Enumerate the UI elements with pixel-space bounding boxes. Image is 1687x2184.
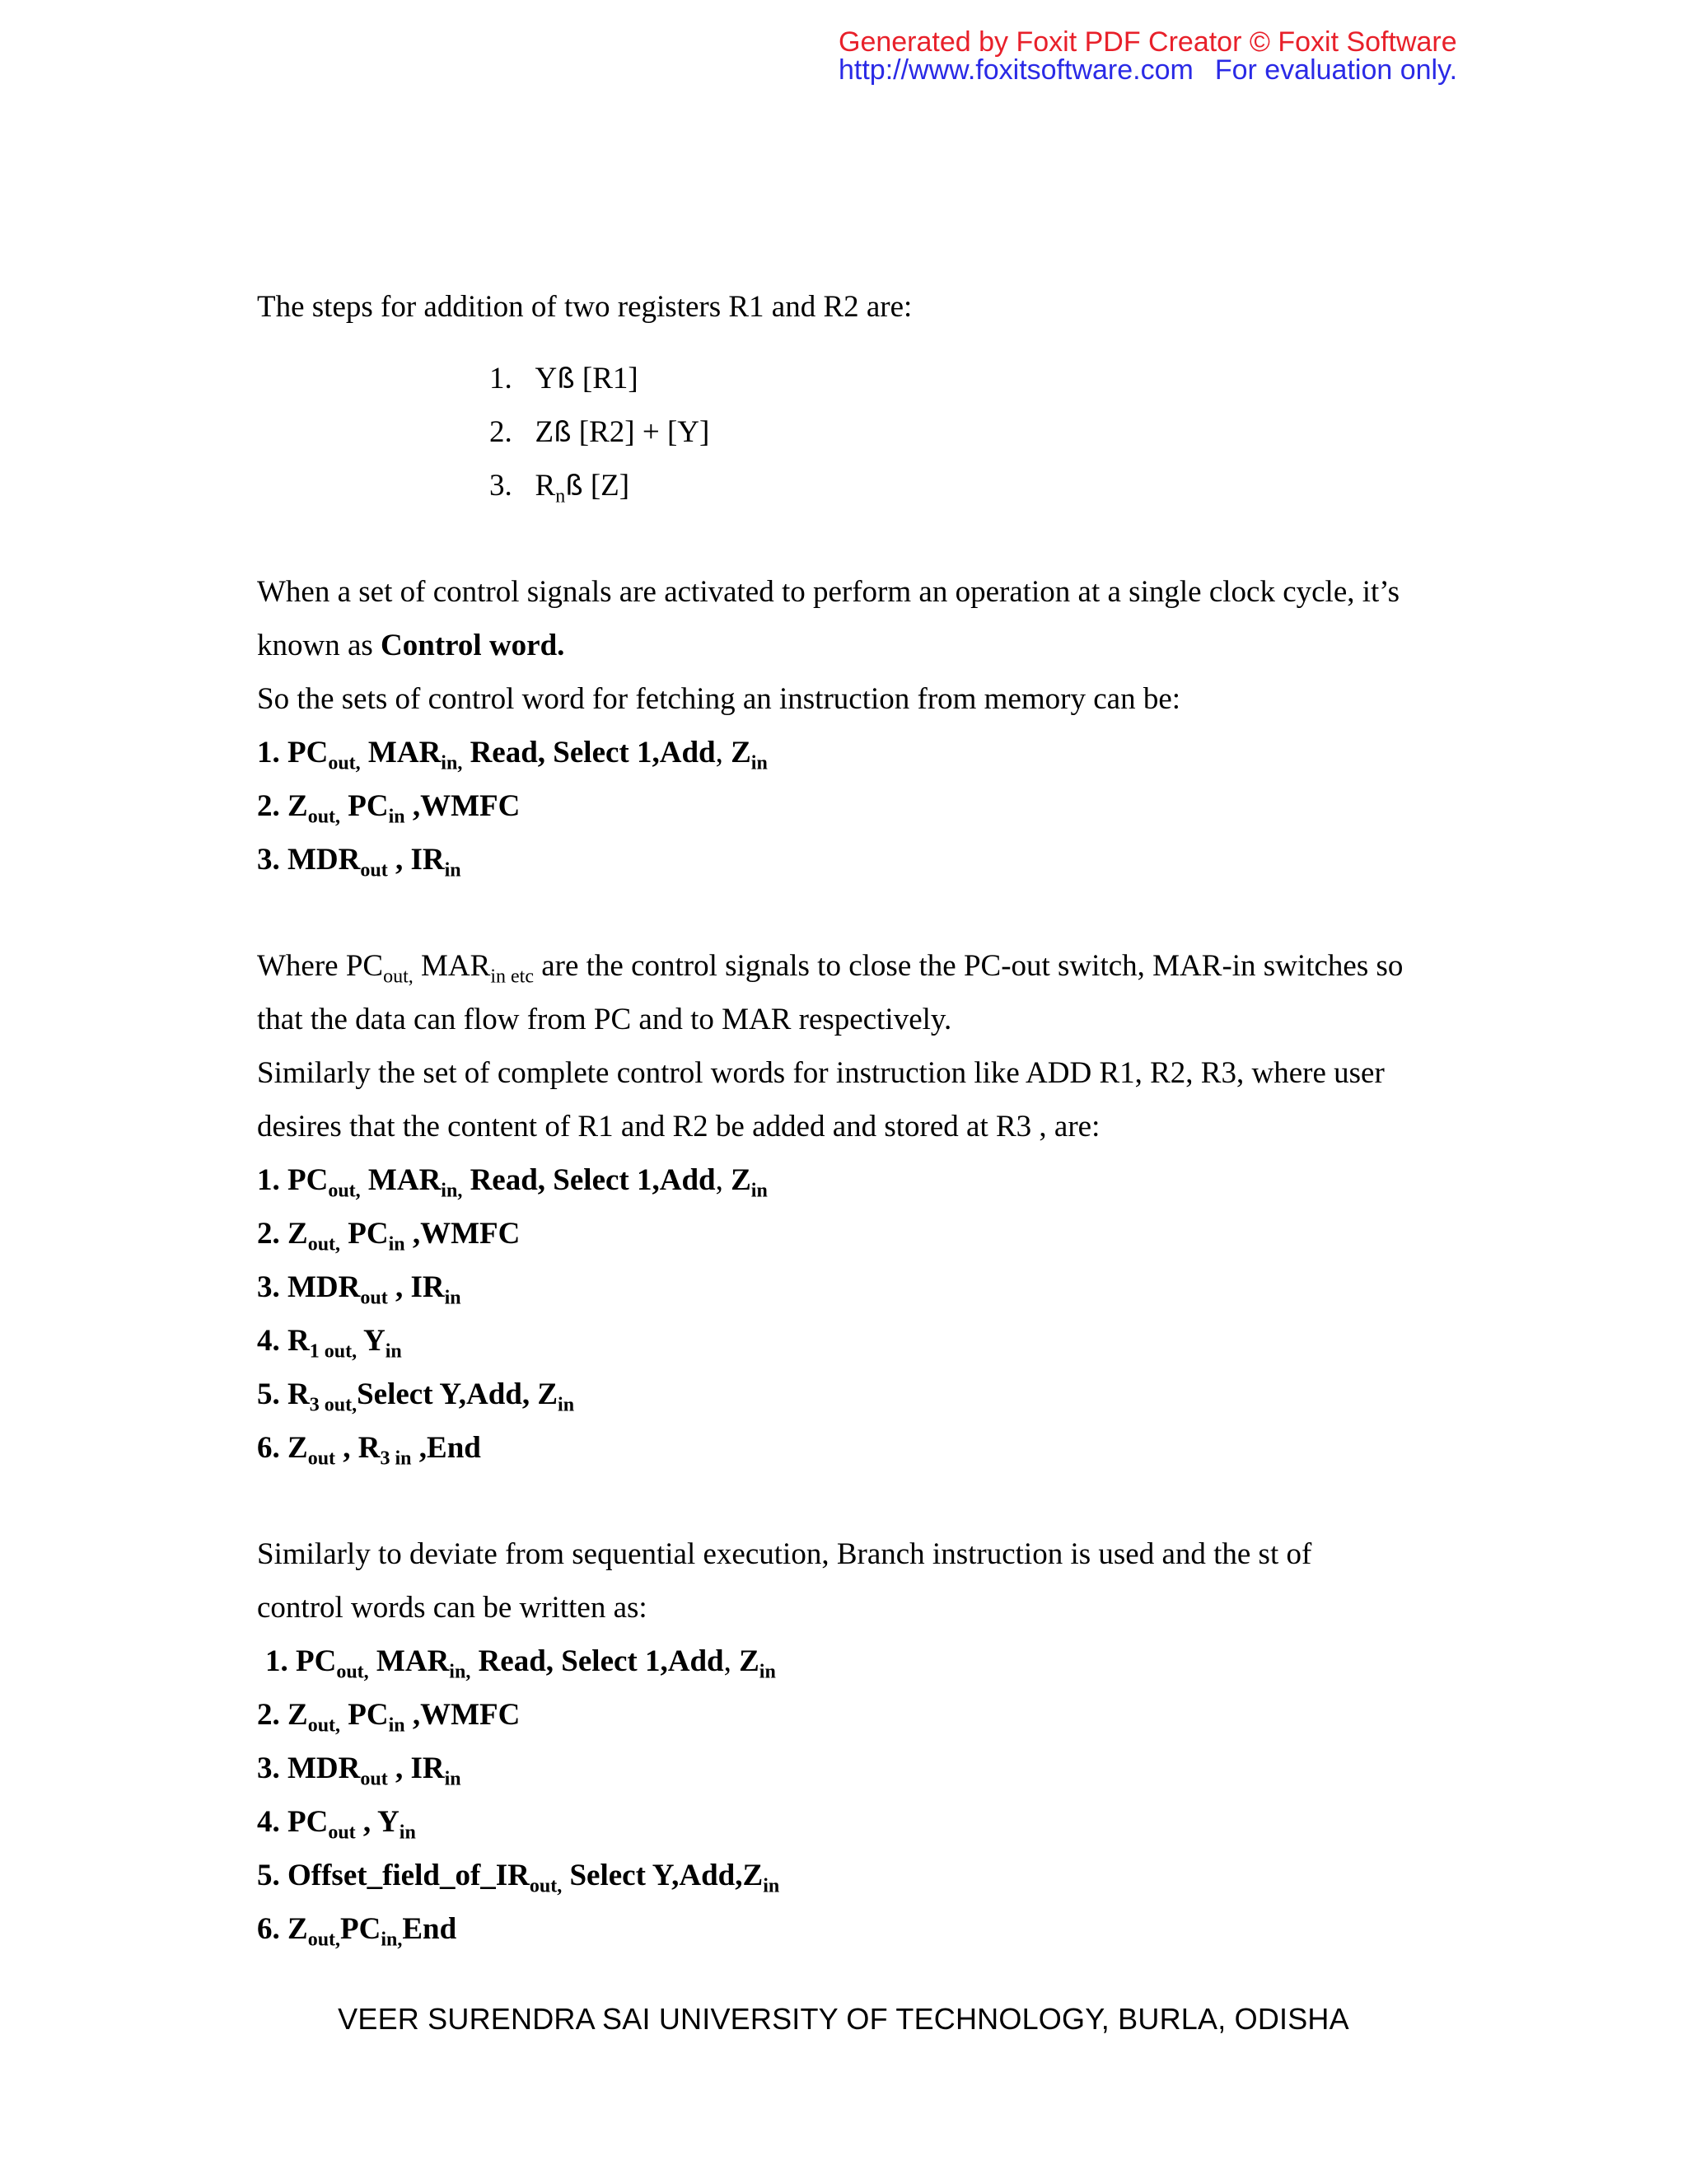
cw-subscript: in	[444, 1768, 461, 1790]
control-word-line	[257, 1153, 1443, 1207]
step-lhs: R	[535, 469, 556, 503]
left-arrow-icon: ß	[557, 362, 575, 395]
cw-subscript: out,	[529, 1875, 563, 1897]
cw-subscript: in,	[449, 1661, 471, 1683]
cw-part: PC	[340, 1217, 389, 1251]
cw-part: 3. MDR	[257, 1751, 361, 1785]
cw-part: 2. Z	[257, 789, 308, 823]
cw-part: Z	[722, 736, 751, 769]
cw-part: Read, Select 1,Add	[470, 1644, 724, 1678]
cw-subscript: out	[360, 1768, 388, 1790]
text-part: Where PC	[257, 949, 384, 983]
branch-control-words	[257, 1634, 1443, 1956]
cw-part: , IR	[387, 1751, 445, 1785]
cw-part: 1. PC	[265, 1644, 337, 1678]
cw-subscript: in	[750, 1180, 768, 1202]
cw-subscript: out,	[307, 1233, 341, 1256]
cw-subscript: in	[399, 1822, 416, 1844]
cw-part: ,	[715, 1163, 723, 1197]
cw-subscript: out,	[336, 1661, 369, 1683]
cw-part: 6. Z	[257, 1431, 308, 1465]
control-word-line	[257, 1849, 1443, 1902]
signals-explanation-line: that the data can flow from PC and to MAR respectively.	[257, 1003, 952, 1036]
cw-part: MAR	[368, 1644, 450, 1678]
control-word-line	[257, 1634, 1443, 1688]
cw-subscript: out,	[307, 806, 341, 828]
control-word-line	[257, 1421, 1443, 1475]
cw-part: PC	[340, 1698, 389, 1732]
cw-subscript: out	[328, 1822, 356, 1844]
cw-subscript: in	[558, 1394, 575, 1416]
cw-subscript: 3 in	[380, 1447, 412, 1470]
cw-part: 4. R	[257, 1324, 310, 1358]
cw-part: 2. Z	[257, 1217, 308, 1251]
cw-part: PC	[340, 1912, 381, 1946]
step-rhs: [Z]	[582, 469, 630, 503]
cw-subscript: 3 out,	[309, 1394, 357, 1416]
signals-explanation-line	[257, 939, 1443, 993]
cw-part: , Y	[355, 1805, 400, 1839]
cw-part: MAR	[360, 1163, 442, 1197]
text-subscript: out,	[383, 966, 414, 988]
cw-subscript: in	[759, 1661, 776, 1683]
page-content	[257, 280, 1443, 1956]
control-word-definition	[257, 619, 1443, 672]
cw-subscript: in,	[441, 752, 463, 774]
step-item	[489, 352, 1443, 405]
control-word-line	[257, 1795, 1443, 1849]
cw-subscript: out	[360, 1287, 388, 1309]
step-rhs: [R1]	[574, 362, 638, 395]
cw-subscript: in	[763, 1875, 780, 1897]
cw-part: 4. PC	[257, 1805, 329, 1839]
addition-steps-list	[489, 352, 1443, 512]
definition-prefix: known as	[257, 629, 381, 662]
cw-part: 5. R	[257, 1377, 310, 1411]
control-word-line	[257, 1902, 1443, 1956]
left-arrow-icon: ß	[565, 470, 583, 503]
cw-part: 2. Z	[257, 1698, 308, 1732]
step-number: 1.	[489, 362, 512, 395]
control-word-line	[257, 833, 1443, 886]
step-number: 2.	[489, 415, 512, 449]
cw-subscript: out,	[307, 1714, 341, 1737]
cw-part: ,End	[411, 1431, 481, 1465]
cw-part: , IR	[387, 1270, 445, 1304]
cw-subscript: in	[444, 1287, 461, 1309]
cw-subscript: in	[385, 1340, 402, 1363]
control-word-line	[257, 1314, 1443, 1368]
fetch-control-words	[257, 726, 1443, 886]
add-instruction-intro-line: Similarly the set of complete control words for instruction like ADD R1, R2, R3, where user	[257, 1056, 1385, 1090]
step-item	[489, 459, 1443, 512]
control-word-para-line: When a set of control signals are activated to perform an operation at a single clock cycle, it’s	[257, 575, 1400, 609]
cw-part: 6. Z	[257, 1912, 308, 1946]
cw-subscript: out,	[307, 1929, 341, 1951]
cw-subscript: in	[750, 752, 768, 774]
cw-part: Z	[722, 1163, 751, 1197]
branch-intro-line: control words can be written as:	[257, 1591, 647, 1625]
cw-part: 5. Offset_field_of_IR	[257, 1859, 530, 1892]
control-word-line	[257, 1688, 1443, 1742]
cw-subscript: in	[388, 1714, 405, 1737]
text-part: MAR	[413, 949, 491, 983]
branch-intro-line: Similarly to deviate from sequential execution, Branch instruction is used and the st of	[257, 1537, 1312, 1571]
watermark-generator-text: Generated by Foxit PDF Creator © Foxit Software	[839, 26, 1457, 58]
cw-part: , R	[335, 1431, 381, 1465]
cw-part: MAR	[360, 736, 442, 769]
cw-subscript: in	[388, 806, 405, 828]
cw-part: Read, Select 1,Add	[462, 1163, 716, 1197]
control-word-line	[257, 1742, 1443, 1795]
cw-subscript: 1 out,	[309, 1340, 357, 1363]
add-instruction-intro-line: desires that the content of R1 and R2 be added and stored at R3 , are:	[257, 1110, 1101, 1143]
cw-subscript: in,	[381, 1929, 403, 1951]
intro-text: The steps for addition of two registers R1 and R2 are:	[257, 290, 913, 324]
control-word-line	[257, 1207, 1443, 1260]
cw-part: ,	[723, 1644, 731, 1678]
control-word-term: Control word.	[381, 629, 565, 662]
step-lhs: Y	[535, 362, 558, 395]
step-lhs: Z	[535, 415, 554, 449]
page-footer: VEER SURENDRA SAI UNIVERSITY OF TECHNOLOGY, BURLA, ODISHA	[338, 2002, 1349, 2036]
cw-part: ,WMFC	[404, 1698, 521, 1732]
cw-part: Y	[357, 1324, 386, 1358]
cw-part: ,	[715, 736, 723, 769]
cw-subscript: out,	[328, 1180, 361, 1202]
foxit-watermark	[839, 28, 1457, 84]
cw-part: ,WMFC	[404, 789, 521, 823]
fetch-intro-line: So the sets of control word for fetching an instruction from memory can be:	[257, 682, 1181, 716]
cw-part: ,WMFC	[404, 1217, 521, 1251]
step-rhs: [R2] + [Y]	[571, 415, 710, 449]
cw-part: Z	[731, 1644, 759, 1678]
cw-part: 1. PC	[257, 736, 329, 769]
control-word-line	[257, 1368, 1443, 1421]
cw-part: 3. MDR	[257, 843, 361, 877]
step-number: 3.	[489, 469, 512, 503]
cw-subscript: in,	[441, 1180, 463, 1202]
text-subscript: in etc	[490, 966, 534, 988]
cw-part: Select Y,Add,Z	[562, 1859, 764, 1892]
cw-part: Select Y,Add, Z	[357, 1377, 558, 1411]
control-word-line	[257, 779, 1443, 833]
watermark-url[interactable]: http://www.foxitsoftware.com	[839, 54, 1194, 86]
step-lhs-subscript: n	[555, 485, 566, 507]
cw-part: , IR	[387, 843, 445, 877]
step-item	[489, 405, 1443, 459]
cw-part: Read, Select 1,Add	[462, 736, 716, 769]
cw-part: PC	[340, 789, 389, 823]
cw-part: 1. PC	[257, 1163, 329, 1197]
cw-part: End	[402, 1912, 457, 1946]
watermark-evaluation-note: For evaluation only.	[1214, 54, 1458, 86]
add-control-words	[257, 1153, 1443, 1475]
control-word-line	[257, 726, 1443, 779]
cw-part: 3. MDR	[257, 1270, 361, 1304]
cw-subscript: in	[444, 859, 461, 882]
cw-subscript: out,	[328, 752, 361, 774]
watermark-line2	[839, 56, 1457, 84]
control-word-line	[257, 1260, 1443, 1314]
cw-subscript: in	[388, 1233, 405, 1256]
left-arrow-icon: ß	[554, 416, 572, 449]
cw-subscript: out	[360, 859, 388, 882]
cw-subscript: out	[307, 1447, 336, 1470]
text-part: are the control signals to close the PC-out switch, MAR-in switches so	[533, 949, 1404, 983]
